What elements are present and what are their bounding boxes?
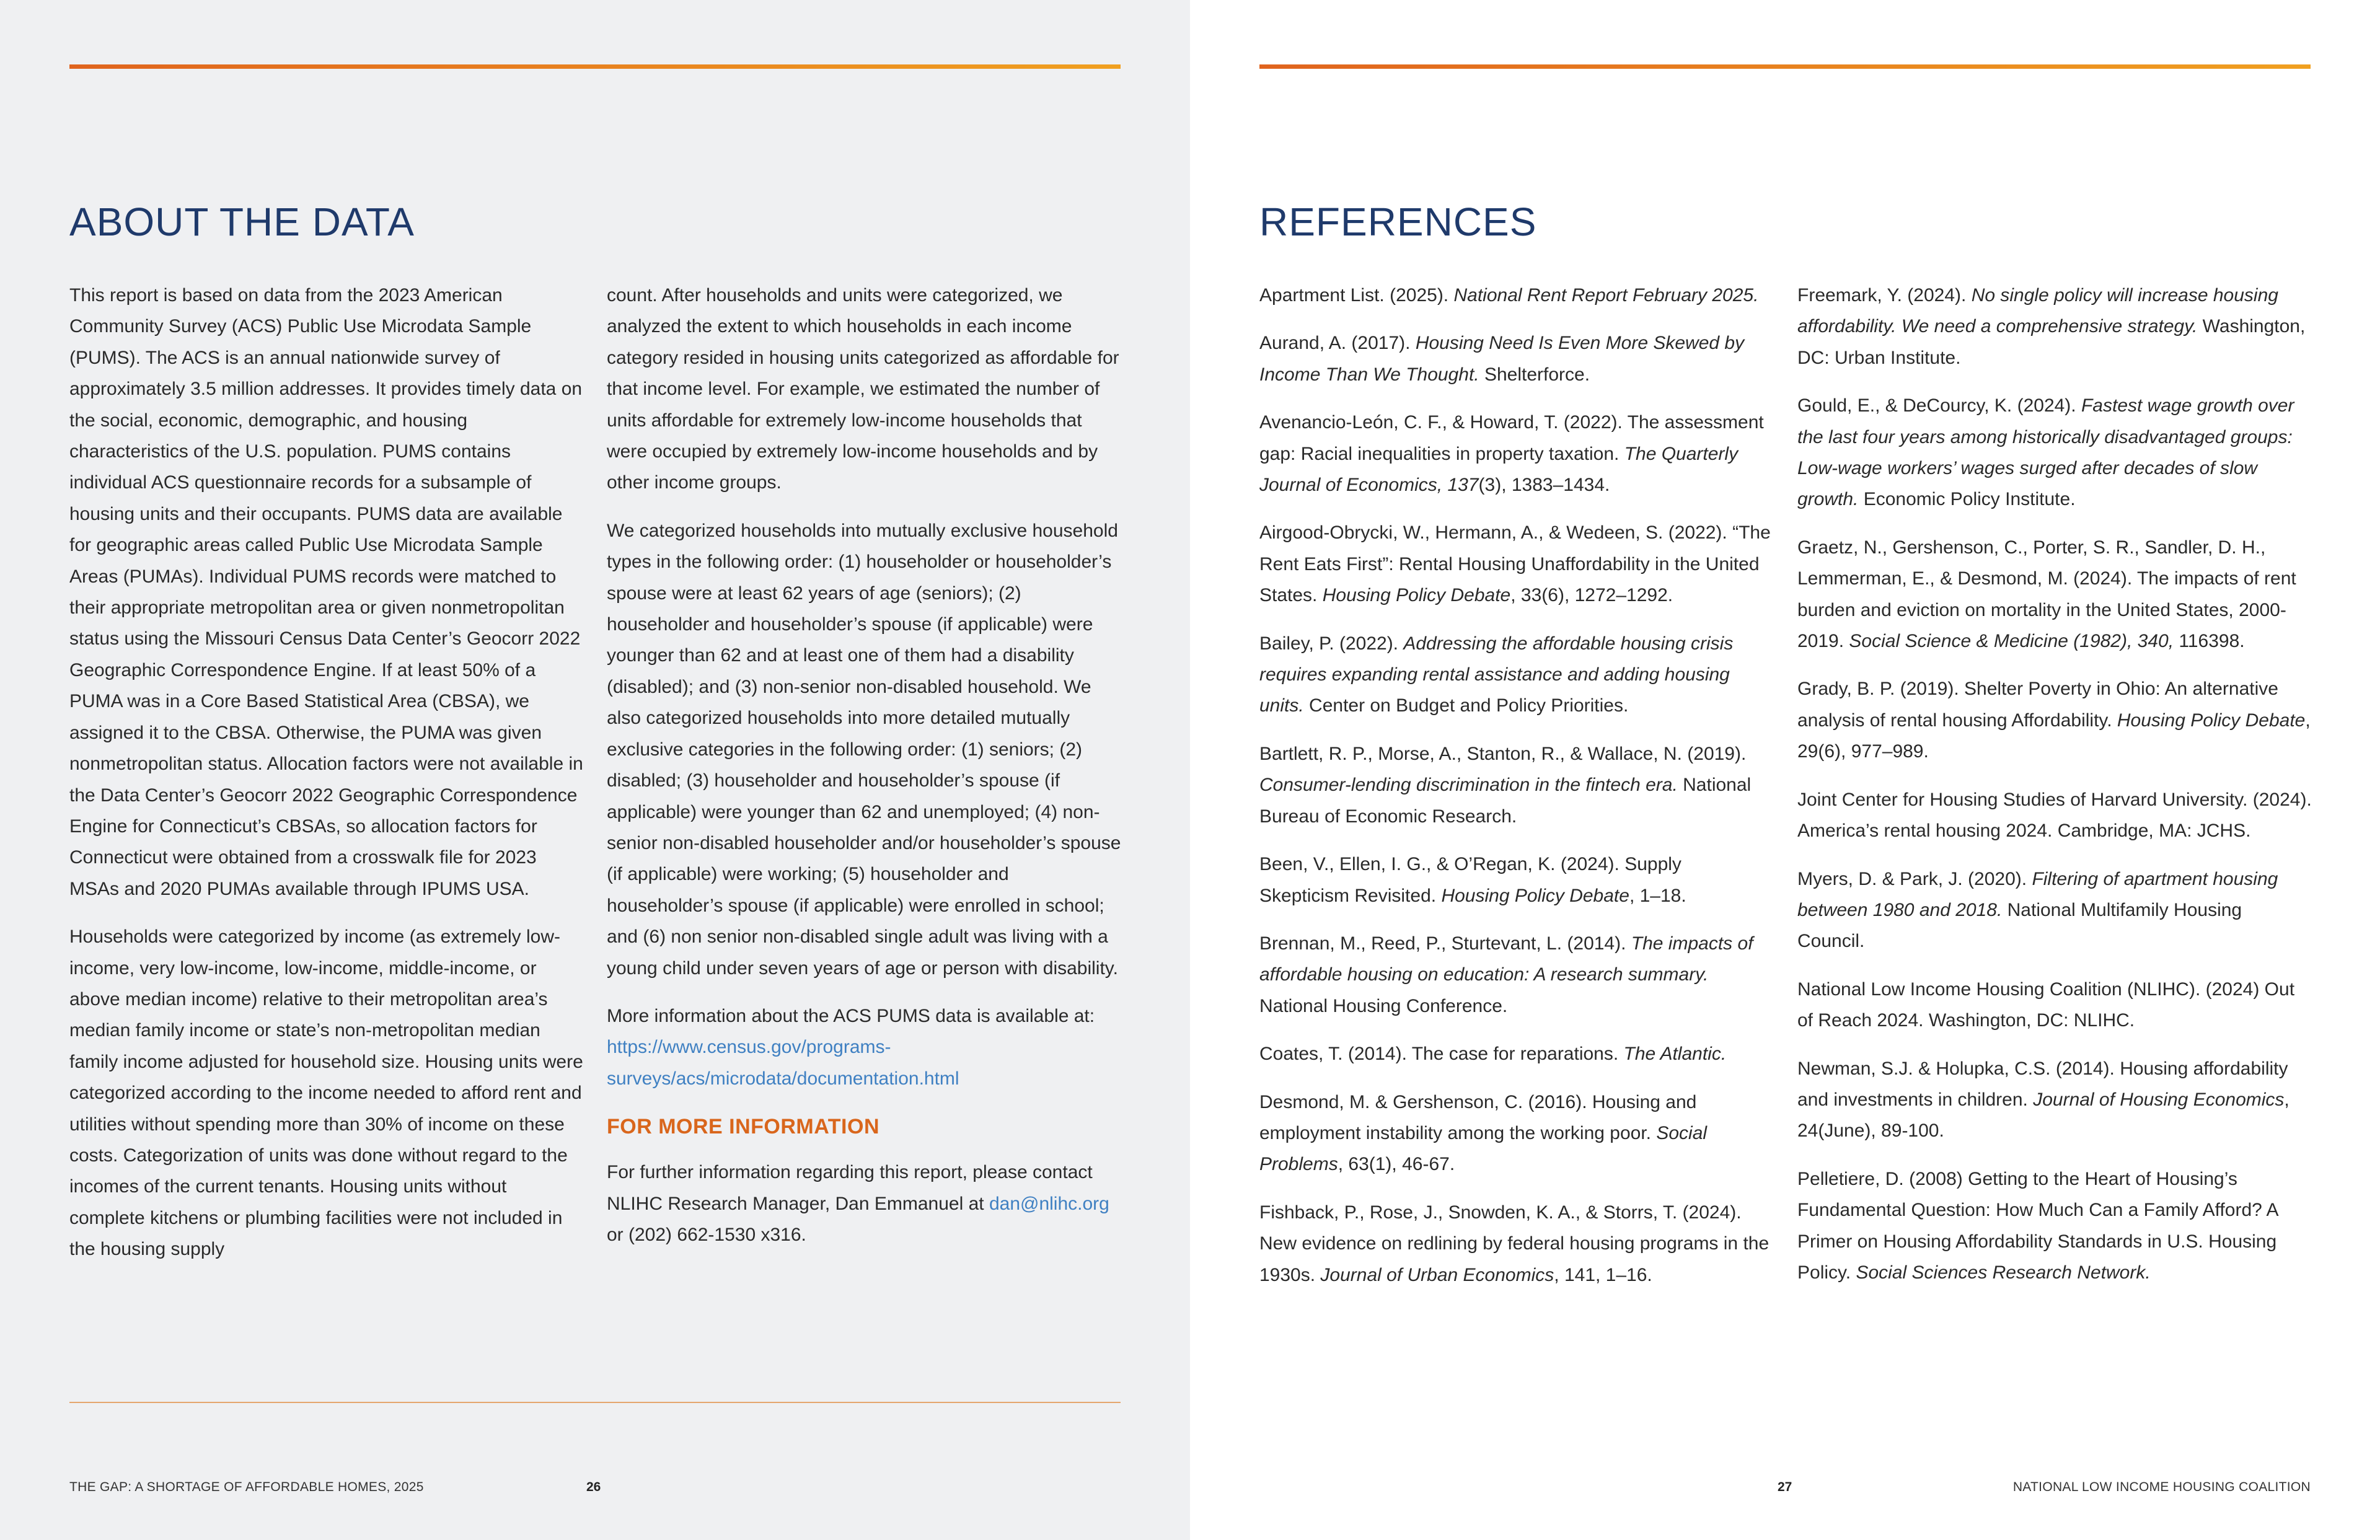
reference-text: , 29(6), 977–989. [1797,710,2311,762]
reference-entry [1259,1087,1776,1181]
reference-entry [1797,390,2314,516]
reference-text: Pelletiere, D. (2008) Getting to the Heart of Housing’s Fundamental Question: How Much Can a Family Afford? A Primer on Housing Affordability Standards in U.S. Housing Policy. [1797,1168,2278,1283]
reference-title: The Quarterly Journal of Economics, 137 [1259,443,1739,496]
about-column-2 [607,280,1121,1267]
reference-title: Housing Need Is Even More Skewed by Income Than We Thought. [1259,333,1745,385]
page-heading: ABOUT THE DATA [69,200,415,244]
reference-entry [1259,928,1776,1022]
paragraph: Households were categorized by income (as extremely low-income, very low-income, low-income, middle-income, or above median income) relative to their metropolitan area’s median family income or state’s non-metropolitan median family income adjusted for household size. Housing units were categorized according to the income needed to afford rent and utilities without spending more than 30% of income on these costs. Categorization of units was done without regard to the incomes of the current tenants. Housing units without complete kitchens or plumbing facilities were not included in the housing supply [69,926,583,1260]
paragraph: This report is based on data from the 2023 American Community Survey (ACS) Public Use Microdata Sample (PUMS). The ACS is an annual nationwide survey of approximately 3.5 million addresses. It provides timely data on the social, economic, demographic, and housing characteristics of the U.S. population. PUMS contains individual ACS questionnaire records for a subsample of housing units and their occupants. PUMS data are available for geographic areas called Public Use Microdata Sample Areas (PUMAs). Individual PUMS records were matched to their appropriate metropolitan area or given nonmetropolitan status using the Missouri Census Data Center’s Geocorr 2022 Geographic Correspondence Engine. If at least 50% of a PUMA was in a Core Based Statistical Area (CBSA), we assigned it to the CBSA. Otherwise, the PUMA was given nonmetropolitan status. Allocation factors were not available in the Data Center’s Geocorr 2022 Geographic Correspondence Engine for Connecticut’s CBSAs, so allocation factors for Connecticut were obtained from a crosswalk file for 2023 MSAs and 2020 PUMAs available through IPUMS USA. [69,285,583,899]
reference-entry [1797,1054,2314,1147]
census-link[interactable]: https://www.census.gov/programs-surveys/acs/microdata/documentation.html [607,1037,959,1089]
reference-text: Bartlett, R. P., Morse, A., Stanton, R., & Wallace, N. (2019). [1259,743,1747,764]
reference-entry [1797,864,2314,957]
paragraph: We categorized households into mutually exclusive household types in the following order: (1) householder or householder’s spouse were at least 62 years of age (seniors); (2) householder and householder’s spouse (if applicable) were younger than 62 and at least one of them had a disability (disabled); and (3) non-senior non-disabled household. We also categorized households into more detailed mutually exclusive categories in the following order: (1) seniors; (2) disabled; (3) householder and householder’s spouse (if applicable) were younger than 62 and unemployed; (4) non-senior non-disabled householder and/or householder’s spouse (if applicable) were working; (5) householder and householder’s spouse (if applicable) were enrolled in school; and (6) non senior non-disabled single adult was living with a young child under seven years of age or person with disability. [607,520,1121,979]
reference-text: Myers, D. & Park, J. (2020). [1797,868,2032,889]
reference-entry [1259,280,1776,311]
reference-text: Newman, S.J. & Holupka, C.S. (2014). Housing affordability and investments in children. [1797,1058,2288,1110]
reference-entry [1797,532,2314,658]
reference-entry [1259,739,1776,832]
reference-text: Brennan, M., Reed, P., Sturtevant, L. (2014). [1259,933,1631,954]
reference-title: Housing Policy Debate [1322,585,1511,606]
reference-entry [1259,517,1776,611]
reference-title: Consumer-lending discrimination in the fintech era. [1259,775,1678,796]
reference-entry [1797,1164,2314,1289]
paragraph-text: More information about the ACS PUMS data is available at: [607,1005,1095,1026]
reference-text: , 63(1), 46-67. [1338,1154,1455,1175]
page-heading: REFERENCES [1259,200,1537,244]
reference-title: Addressing the affordable housing crisis requires expanding rental assistance and adding housing units. [1259,633,1734,716]
reference-title: Filtering of apartment housing between 1980 and 2018. [1797,868,2278,920]
top-rule [1259,64,2311,69]
reference-title: Social Sciences Research Network. [1856,1262,2151,1283]
reference-text: Grady, B. P. (2019). Shelter Poverty in Ohio: An alternative analysis of rental housing Affordability. [1797,679,2278,731]
right-page [1190,0,2380,1540]
reference-text: Aurand, A. (2017). [1259,333,1416,354]
reference-title: The impacts of affordable housing on education: A research summary. [1259,933,1753,985]
reference-text: National Multifamily Housing Council. [1797,899,2242,952]
email-link[interactable]: dan@nlihc.org [989,1193,1109,1214]
paragraph [607,1001,1121,1094]
reference-title: The Atlantic. [1623,1044,1727,1065]
page-number: 27 [1778,1480,1792,1494]
reference-entry [1797,280,2314,374]
reference-text: Fishback, P., Rose, J., Snowden, K. A., & Storrs, T. (2024). New evidence on redlining by federal housing programs in the 1930s. [1259,1202,1770,1285]
reference-text: Washington, DC: Urban Institute. [1797,316,2306,368]
about-column-1 [69,280,584,1282]
reference-title: Housing Policy Debate [2117,710,2306,731]
reference-text: Center on Budget and Policy Priorities. [1303,695,1629,716]
references-column-1 [1259,280,1776,1308]
paragraph-text: or (202) 662-1530 x316. [607,1224,806,1245]
reference-text: Shelterforce. [1479,364,1590,385]
footer-report-title: THE GAP: A SHORTAGE OF AFFORDABLE HOMES, 2025 [69,1480,424,1494]
reference-title: Fastest wage growth over the last four years among historically disadvantaged groups: Low-wage workers’ wages surged after decades of slow growth. [1797,395,2294,510]
reference-text: National Housing Conference. [1259,995,1508,1016]
reference-entry [1259,849,1776,912]
reference-entry [1259,407,1776,501]
paragraph [607,1157,1121,1251]
reference-text: Coates, T. (2014). The case for reparations. [1259,1044,1624,1065]
reference-title: Journal of Housing Economics [2033,1089,2285,1110]
reference-title: Social Problems [1259,1122,1708,1175]
reference-text: , 24(June), 89-100. [1797,1089,2290,1142]
references-column-2 [1797,280,2314,1305]
reference-text: National Low Income Housing Coalition (NLIHC). (2024) Out of Reach 2024. Washington, DC: NLIHC. [1797,979,2295,1031]
reference-text: Avenancio-León, C. F., & Howard, T. (2022). The assessment gap: Racial inequalities in property taxation. [1259,412,1764,464]
reference-text: Apartment List. (2025). [1259,285,1454,306]
reference-title: National Rent Report February 2025. [1453,285,1759,306]
reference-text: Been, V., Ellen, I. G., & O’Regan, K. (2024). Supply Skepticism Revisited. [1259,854,1681,906]
paragraph: count. After households and units were categorized, we analyzed the extent to which households in each income category resided in housing units categorized as affordable for that income level. For example, we estimated the number of units affordable for extremely low-income households that were occupied by extremely low-income households and by other income groups. [607,285,1119,493]
reference-entry [1259,328,1776,390]
reference-entry [1259,628,1776,722]
reference-entry [1797,785,2314,847]
page-number: 26 [586,1480,601,1494]
reference-title: Social Science & Medicine (1982), 340, [1849,631,2174,652]
reference-entry [1259,1039,1776,1070]
reference-text: Economic Policy Institute. [1858,489,2076,510]
reference-text: 116398. [2174,631,2245,652]
bottom-rule [69,1402,1121,1403]
reference-entry [1259,1197,1776,1291]
reference-text: Bailey, P. (2022). [1259,633,1404,654]
footer-organization: NATIONAL LOW INCOME HOUSING COALITION [2012,1480,2311,1494]
reference-entry [1797,674,2314,767]
reference-text: , 1–18. [1629,885,1686,906]
reference-title: No single policy will increase housing affordability. We need a comprehensive strategy. [1797,285,2278,337]
reference-text: , 33(6), 1272–1292. [1510,585,1673,606]
reference-text: , 141, 1–16. [1554,1264,1652,1285]
reference-text: Airgood-Obrycki, W., Hermann, A., & Wedeen, S. (2022). “The Rent Eats First”: Rental Housing Unaffordability in the United States. [1259,522,1771,606]
paragraph-text: For further information regarding this report, please contact NLIHC Research Manager, Dan Emmanuel at [607,1162,1093,1214]
reference-text: Desmond, M. & Gershenson, C. (2016). Housing and employment instability among the working poor. [1259,1091,1697,1143]
reference-entry [1797,974,2314,1037]
reference-text: Gould, E., & DeCourcy, K. (2024). [1797,395,2081,416]
reference-title: Journal of Urban Economics [1320,1264,1554,1285]
reference-text: National Bureau of Economic Research. [1259,775,1752,827]
reference-text: Freemark, Y. (2024). [1797,285,1972,306]
reference-text: Joint Center for Housing Studies of Harvard University. (2024). America’s rental housing 2024. Cambridge, MA: JCHS. [1797,789,2312,842]
reference-title: Housing Policy Debate [1441,885,1629,906]
section-subheading: FOR MORE INFORMATION [607,1115,879,1139]
reference-text: (3), 1383–1434. [1478,475,1610,496]
top-rule [69,64,1121,69]
reference-text: Graetz, N., Gershenson, C., Porter, S. R., Sandler, D. H., Lemmerman, E., & Desmond, M. (2024). The impacts of rent burden and eviction on mortality in the United States, 2000-2019. [1797,537,2296,652]
